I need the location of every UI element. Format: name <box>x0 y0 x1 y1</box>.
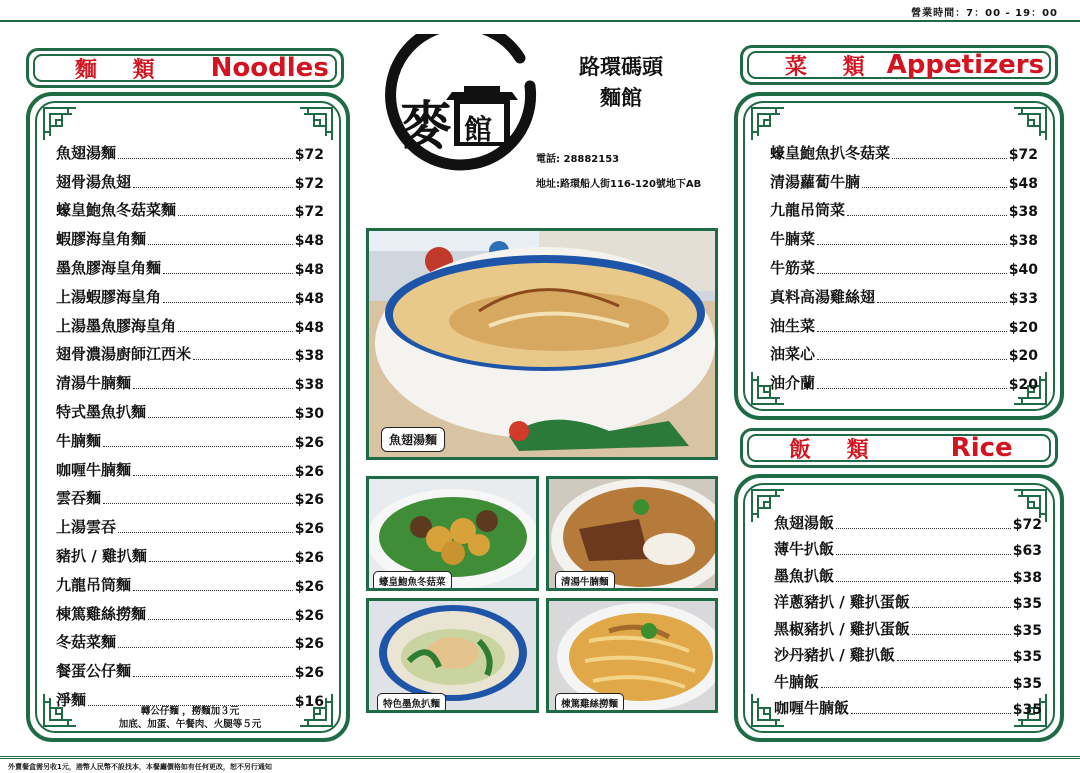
noodles-menu-item <box>56 480 324 509</box>
menu-item-name: 上湯墨魚膠海皇角 <box>56 316 177 335</box>
dot-leader <box>118 158 293 159</box>
dot-leader <box>133 187 293 188</box>
dot-leader <box>836 528 1011 529</box>
noodles-menu-item <box>56 393 324 422</box>
footer-bar <box>0 756 1080 773</box>
menu-item-name: 餐蛋公仔麵 <box>56 662 132 681</box>
noodles-menu-item <box>56 278 324 307</box>
menu-item-name: 翅骨湯魚翅 <box>56 172 132 191</box>
dot-leader <box>148 619 293 620</box>
dot-leader <box>821 687 1011 688</box>
menu-item-name: 雲吞麵 <box>56 489 102 508</box>
menu-item-name: 清湯牛腩麵 <box>56 374 132 393</box>
menu-item-name: 冬菇菜麵 <box>56 633 117 652</box>
caption-chicken-lo-mein: 棟篤雞絲撈麵 <box>555 693 624 713</box>
footer-note: 外賣餐盒需另收1元，港幣人民幣不設找本，本餐廳價格如有任何更改，恕不另行通知 <box>8 763 272 771</box>
rice-menu-item <box>774 533 1042 560</box>
menu-item-price: $26 <box>294 463 324 480</box>
shop-name-line2: 麵館 <box>600 86 642 110</box>
dot-leader <box>118 647 293 648</box>
rice-menu-item <box>774 559 1042 586</box>
menu-item-name: 牛腩飯 <box>774 672 820 691</box>
dot-leader <box>178 331 293 332</box>
appetizers-menu-item <box>770 192 1038 221</box>
noodles-menu-item <box>56 595 324 624</box>
appetizers-menu-item <box>770 134 1038 163</box>
dot-leader <box>851 713 1011 714</box>
noodles-menu-item <box>56 537 324 566</box>
dot-leader <box>148 417 293 418</box>
appetizers-menu-item <box>770 249 1038 278</box>
dot-leader <box>163 273 293 274</box>
photo-abalone-vegetables <box>366 476 539 591</box>
noodles-title-en: Noodles <box>210 53 329 83</box>
noodles-note-line1: 轉公仔麵 ，撈麵加３元 <box>140 706 240 717</box>
appetizers-menu-item <box>770 364 1038 393</box>
menu-item-name: 牛腩麵 <box>56 431 102 450</box>
shop-phone: 電話: 28882153 <box>536 154 620 165</box>
menu-item-price: $26 <box>294 492 324 509</box>
noodles-menu-item <box>56 249 324 278</box>
rice-panel <box>734 474 1064 742</box>
noodles-menu-item <box>56 566 324 595</box>
noodles-list <box>56 134 324 710</box>
photo-beef-brisket-noodles <box>546 476 718 591</box>
menu-item-name: 上湯雲吞 <box>56 518 117 537</box>
menu-item-name: 牛腩菜 <box>770 230 816 249</box>
menu-item-price: $26 <box>294 434 324 451</box>
dot-leader <box>847 215 1007 216</box>
dot-leader <box>178 215 293 216</box>
menu-item-price: $72 <box>294 204 324 221</box>
menu-item-name: 牛筋菜 <box>770 258 816 277</box>
dot-leader <box>103 503 293 504</box>
menu-item-price: $26 <box>294 549 324 566</box>
menu-item-name: 上湯蝦膠海皇角 <box>56 287 162 306</box>
dot-leader <box>817 331 1007 332</box>
dot-leader <box>817 273 1007 274</box>
menu-item-price: $26 <box>294 636 324 653</box>
dot-leader <box>133 475 293 476</box>
menu-item-price: $30 <box>294 405 324 422</box>
noodles-menu-item <box>56 451 324 480</box>
menu-item-name: 咖喱牛腩麵 <box>56 460 132 479</box>
noodles-panel <box>26 92 350 742</box>
shop-address: 地址:路環船人街116-120號地下AB <box>536 179 702 190</box>
rice-menu-item <box>774 506 1042 533</box>
dot-leader <box>163 302 293 303</box>
menu-item-name: 蝦膠海皇角麵 <box>56 230 147 249</box>
rice-menu-item <box>774 586 1042 613</box>
menu-item-price: $26 <box>294 521 324 538</box>
menu-item-name: 清湯蘿蔔牛腩 <box>770 172 861 191</box>
dot-leader <box>118 532 293 533</box>
menu-item-price: $20 <box>1008 319 1038 336</box>
menu-item-name: 棟篤雞絲撈麵 <box>56 604 147 623</box>
noodles-menu-item <box>56 508 324 537</box>
menu-item-price: $48 <box>294 233 324 250</box>
menu-item-price: $35 <box>1012 675 1042 692</box>
menu-item-price: $72 <box>1008 146 1038 163</box>
menu-item-name: 油生菜 <box>770 316 816 335</box>
menu-item-price: $16 <box>294 693 324 710</box>
rice-menu-item <box>774 612 1042 639</box>
photo-chicken-lo-mein <box>546 598 718 713</box>
logo-char-guan: 館 <box>464 113 493 146</box>
menu-item-price: $20 <box>1008 377 1038 394</box>
menu-item-price: $72 <box>294 146 324 163</box>
menu-item-price: $20 <box>1008 348 1038 365</box>
menu-item-price: $48 <box>294 290 324 307</box>
rice-list <box>774 506 1042 718</box>
menu-item-price: $48 <box>294 261 324 278</box>
top-bar <box>0 0 1080 22</box>
menu-item-price: $72 <box>294 175 324 192</box>
menu-item-price: $26 <box>294 607 324 624</box>
menu-item-price: $48 <box>1008 175 1038 192</box>
menu-item-name: 黑椒豬扒 / 雞扒蛋飯 <box>774 619 910 638</box>
noodles-menu-item <box>56 163 324 192</box>
menu-item-price: $26 <box>294 665 324 682</box>
appetizers-title-zh: 菜 類 <box>785 54 879 80</box>
menu-item-price: $40 <box>1008 261 1038 278</box>
dot-leader <box>103 446 293 447</box>
menu-item-name: 墨魚膠海皇角麵 <box>56 258 162 277</box>
noodles-header <box>26 48 344 88</box>
menu-item-price: $38 <box>1012 569 1042 586</box>
rice-title-zh: 飯 類 <box>789 437 883 463</box>
noodles-menu-item <box>56 336 324 365</box>
dot-leader <box>892 158 1007 159</box>
photo-cuttlefish-noodles <box>366 598 539 713</box>
appetizers-list <box>770 134 1038 393</box>
noodles-menu-item <box>56 134 324 163</box>
appetizers-title-en: Appetizers <box>886 50 1045 80</box>
caption-shark-fin-noodles: 魚翅湯麵 <box>381 427 445 452</box>
menu-item-name: 油介蘭 <box>770 374 816 393</box>
dot-leader <box>148 244 293 245</box>
noodles-menu-item <box>56 364 324 393</box>
dot-leader <box>133 676 293 677</box>
dot-leader <box>912 607 1011 608</box>
menu-item-name: 魚翅湯飯 <box>774 513 835 532</box>
menu-item-price: $35 <box>1012 622 1042 639</box>
dot-leader <box>897 660 1011 661</box>
appetizers-menu-item <box>770 220 1038 249</box>
dot-leader <box>149 561 293 562</box>
dot-leader <box>836 581 1011 582</box>
appetizers-menu-item <box>770 163 1038 192</box>
menu-item-name: 咖喱牛腩飯 <box>774 699 850 717</box>
noodles-menu-item <box>56 192 324 221</box>
shop-name-line1: 路環碼頭 <box>579 55 663 79</box>
noodles-menu-item <box>56 422 324 451</box>
dot-leader <box>133 388 293 389</box>
noodles-title-zh: 麵 類 <box>75 57 169 83</box>
dot-leader <box>836 554 1011 555</box>
rice-menu-item <box>774 692 1042 719</box>
menu-item-name: 油菜心 <box>770 345 816 364</box>
dot-leader <box>133 590 293 591</box>
menu-item-name: 薄牛扒飯 <box>774 540 835 558</box>
dot-leader <box>817 244 1007 245</box>
dot-leader <box>817 359 1007 360</box>
menu-item-name: 洋蔥豬扒 / 雞扒蛋飯 <box>774 593 910 611</box>
menu-item-name: 九龍吊筒麵 <box>56 575 132 594</box>
noodles-note-line2: 加底、加蛋、午餐肉、火腿等５元 <box>118 719 262 730</box>
menu-item-name: 真料高湯雞絲翅 <box>770 287 876 306</box>
rice-menu-item <box>774 665 1042 692</box>
opening-hours: 營業時間：7：00 - 19：00 <box>911 8 1058 19</box>
noodles-menu-item <box>56 307 324 336</box>
menu-item-name: 墨魚扒飯 <box>774 566 835 585</box>
menu-item-name: 蠔皇鮑魚扒冬菇菜 <box>770 143 891 162</box>
appetizers-panel <box>734 92 1064 420</box>
caption-beef-brisket-noodles: 清湯牛腩麵 <box>555 571 615 591</box>
dot-leader <box>862 187 1007 188</box>
dot-leader <box>817 388 1007 389</box>
menu-item-price: $48 <box>294 319 324 336</box>
caption-cuttlefish-noodles: 特色墨魚扒麵 <box>377 693 446 713</box>
photo-shark-fin-noodles <box>366 228 718 460</box>
menu-item-name: 翅骨濃湯廚師江西米 <box>56 345 192 364</box>
noodles-menu-item <box>56 624 324 653</box>
noodles-menu-item <box>56 652 324 681</box>
menu-item-price: $38 <box>294 377 324 394</box>
menu-item-price: $38 <box>1008 233 1038 250</box>
menu-item-price: $35 <box>1012 596 1042 612</box>
rice-header <box>740 428 1058 468</box>
dot-leader <box>877 302 1007 303</box>
appetizers-menu-item <box>770 278 1038 307</box>
shop-name <box>556 52 686 114</box>
noodles-menu-item <box>56 220 324 249</box>
noodles-note <box>90 705 290 731</box>
menu-item-price: $38 <box>294 348 324 365</box>
appetizers-menu-item <box>770 336 1038 365</box>
menu-item-price: $38 <box>1008 204 1038 221</box>
dot-leader <box>193 359 293 360</box>
menu-item-price: $35 <box>1012 649 1042 665</box>
menu-item-price: $26 <box>294 578 324 595</box>
menu-item-name: 淨麵 <box>56 690 87 709</box>
rice-menu-item <box>774 639 1042 666</box>
menu-item-name: 豬扒 / 雞扒麵 <box>56 546 147 565</box>
menu-item-price: $63 <box>1012 543 1042 559</box>
appetizers-header <box>740 45 1058 85</box>
dot-leader <box>912 634 1011 635</box>
menu-item-name: 特式墨魚扒麵 <box>56 402 147 421</box>
menu-item-price: $33 <box>1008 290 1038 307</box>
menu-item-name: 九龍吊筒菜 <box>770 201 846 220</box>
logo-char-mai: 麥 <box>400 96 453 157</box>
menu-item-name: 魚翅湯麵 <box>56 143 117 162</box>
menu-item-name: 蠔皇鮑魚冬菇菜麵 <box>56 201 177 220</box>
caption-abalone-vegetables: 蠔皇鮑魚冬菇菜 <box>373 571 452 591</box>
rice-title-en: Rice <box>950 433 1013 463</box>
menu-item-name: 沙丹豬扒 / 雞扒飯 <box>774 646 895 664</box>
menu-item-price: $72 <box>1012 516 1042 533</box>
shop-logo <box>378 34 546 184</box>
appetizers-menu-item <box>770 307 1038 336</box>
menu-item-price: $35 <box>1012 702 1042 718</box>
